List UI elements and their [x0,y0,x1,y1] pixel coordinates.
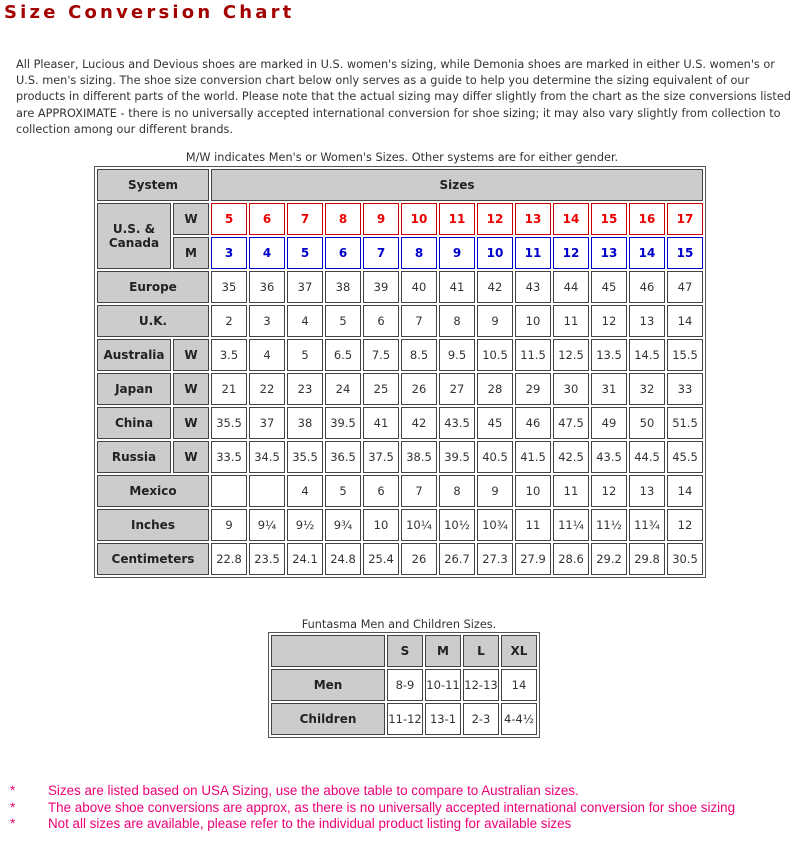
size-cell: 14 [667,305,703,337]
size-cell: 24.1 [287,543,323,575]
size-cell: 50 [629,407,665,439]
us-women-size: 16 [629,203,665,235]
funtasma-column-header: S [387,635,423,667]
us-women-size: 8 [325,203,361,235]
us-women-size: 14 [553,203,589,235]
size-cell: 9.5 [439,339,475,371]
size-cell: 29.2 [591,543,627,575]
size-cell: 51.5 [667,407,703,439]
size-cell: 35.5 [211,407,247,439]
size-cell: 29.8 [629,543,665,575]
size-cell: 47.5 [553,407,589,439]
size-cell: 11¾ [629,509,665,541]
us-men-size: 11 [515,237,551,269]
size-cell: 45 [477,407,513,439]
size-cell: 33 [667,373,703,405]
size-cell: 11 [515,509,551,541]
table-row-mexico [97,475,703,507]
us-women-size: 6 [249,203,285,235]
size-cell: 32 [629,373,665,405]
size-cell: 11.5 [515,339,551,371]
size-cell: 10 [363,509,399,541]
funtasma-caption: Funtasma Men and Children Sizes. [301,618,497,631]
size-cell: 9 [211,509,247,541]
funtasma-cell: 2-3 [463,703,499,735]
funtasma-row [271,703,537,735]
header-system: System [97,169,209,201]
size-cell: 45.5 [667,441,703,473]
size-cell: 46 [629,271,665,303]
funtasma-row-label: Men [271,669,385,701]
us-men-size: 7 [363,237,399,269]
size-cell: 30.5 [667,543,703,575]
table-row-inches [97,509,703,541]
size-cell: 42.5 [553,441,589,473]
size-cell: 44 [553,271,589,303]
header-sizes: Sizes [211,169,703,201]
size-cell: 22.8 [211,543,247,575]
note-bullet: * [10,816,16,831]
page-title: Size Conversion Chart [4,2,295,23]
size-cell: 47 [667,271,703,303]
size-cell: 12 [591,475,627,507]
size-cell: 10¼ [401,509,437,541]
size-cell: 4 [287,305,323,337]
size-cell: 10¾ [477,509,513,541]
row-gender: W [173,339,209,371]
us-women-size: 15 [591,203,627,235]
notes-list [10,783,803,833]
size-cell: 25.4 [363,543,399,575]
note-item [10,816,803,833]
funtasma-cell: 4-4½ [501,703,537,735]
size-cell [211,475,247,507]
size-cell: 45 [591,271,627,303]
size-cell: 41.5 [515,441,551,473]
us-men-size: 6 [325,237,361,269]
size-cell: 2 [211,305,247,337]
note-item [10,783,803,800]
size-cell: 28 [477,373,513,405]
size-cell: 8 [439,305,475,337]
size-cell: 41 [363,407,399,439]
size-cell: 14 [667,475,703,507]
table-row-uk [97,305,703,337]
size-cell: 25 [363,373,399,405]
table-row-russia [97,441,703,473]
table-row-china [97,407,703,439]
header-row [97,169,703,201]
size-cell: 34.5 [249,441,285,473]
us-men-size: 4 [249,237,285,269]
note-text: Sizes are listed based on USA Sizing, use the above table to compare to Australian sizes. [48,783,579,798]
size-cell: 10 [515,475,551,507]
size-cell: 13.5 [591,339,627,371]
size-cell: 41 [439,271,475,303]
size-cell: 30 [553,373,589,405]
us-men-size: 3 [211,237,247,269]
note-text: Not all sizes are available, please refer to the individual product listing for available sizes [48,816,572,831]
row-gender: W [173,373,209,405]
size-cell: 9 [477,475,513,507]
size-conversion-table [94,166,706,578]
size-cell: 15.5 [667,339,703,371]
size-cell: 9¼ [249,509,285,541]
us-men-size: 15 [667,237,703,269]
size-cell: 39.5 [439,441,475,473]
size-cell: 5 [325,475,361,507]
row-label: Inches [97,509,209,541]
size-cell: 13 [629,475,665,507]
size-cell: 35.5 [287,441,323,473]
size-cell: 9 [477,305,513,337]
note-text: The above shoe conversions are approx, as there is no universally accepted international conversion for shoe sizing [48,799,736,815]
table-row-japan [97,373,703,405]
size-cell: 42 [477,271,513,303]
funtasma-cell: 14 [501,669,537,701]
size-cell: 4 [287,475,323,507]
size-cell: 23.5 [249,543,285,575]
size-cell: 31 [591,373,627,405]
size-cell: 23 [287,373,323,405]
size-cell: 49 [591,407,627,439]
us-men-size: 12 [553,237,589,269]
size-cell: 40 [401,271,437,303]
funtasma-corner [271,635,385,667]
us-women-gender: W [173,203,209,235]
us-men-row [97,237,703,269]
size-cell: 11¼ [553,509,589,541]
size-cell: 10.5 [477,339,513,371]
size-cell: 12.5 [553,339,589,371]
size-cell: 42 [401,407,437,439]
size-cell: 44.5 [629,441,665,473]
size-cell: 6 [363,305,399,337]
size-cell: 37.5 [363,441,399,473]
size-cell: 5 [287,339,323,371]
funtasma-cell: 13-1 [425,703,461,735]
funtasma-cell: 12-13 [463,669,499,701]
row-gender: W [173,407,209,439]
size-cell: 9¾ [325,509,361,541]
row-label: Australia [97,339,171,371]
size-cell: 46 [515,407,551,439]
size-cell: 9½ [287,509,323,541]
size-cell: 26.7 [439,543,475,575]
us-women-size: 17 [667,203,703,235]
us-women-size: 10 [401,203,437,235]
size-cell: 11 [553,305,589,337]
intro-paragraph: All Pleaser, Lucious and Devious shoes are marked in U.S. women's sizing, while Demonia shoes are marked in either U.S. women's or U.S. men's sizing. The shoe size conversion chart below only serves as a guide to help you determine the sizing equivalent of our products in different parts of the world. Please note that the actual sizing may differ slightly from the chart as the size conversions listed are APPROXIMATE - there is no universally accepted international conversion for shoe sizing; it may also vary slightly from collection to collection among our different brands. [16,58,791,136]
row-label: Europe [97,271,209,303]
funtasma-column-header: M [425,635,461,667]
funtasma-table [268,632,540,738]
funtasma-row-label: Children [271,703,385,735]
note-bullet: * [10,799,16,815]
size-cell: 24 [325,373,361,405]
funtasma-column-header: L [463,635,499,667]
us-women-size: 9 [363,203,399,235]
size-cell: 8 [439,475,475,507]
us-women-size: 7 [287,203,323,235]
size-cell: 28.6 [553,543,589,575]
us-men-size: 9 [439,237,475,269]
size-cell: 8.5 [401,339,437,371]
size-cell: 26 [401,373,437,405]
table-row-europe [97,271,703,303]
size-cell: 12 [591,305,627,337]
size-cell: 39.5 [325,407,361,439]
size-cell: 29 [515,373,551,405]
size-cell: 21 [211,373,247,405]
size-cell: 3 [249,305,285,337]
note-item [10,800,803,817]
size-cell: 24.8 [325,543,361,575]
funtasma-header-row [271,635,537,667]
size-cell: 27 [439,373,475,405]
size-cell: 37 [249,407,285,439]
us-men-size: 5 [287,237,323,269]
size-cell: 39 [363,271,399,303]
row-label: Centimeters [97,543,209,575]
us-women-row [97,203,703,235]
size-cell: 37 [287,271,323,303]
funtasma-row [271,669,537,701]
size-cell: 38 [287,407,323,439]
size-cell: 5 [325,305,361,337]
size-cell: 11½ [591,509,627,541]
main-table-caption: M/W indicates Men's or Women's Sizes. Other systems are for either gender. [185,151,619,164]
size-cell: 4 [249,339,285,371]
size-cell: 40.5 [477,441,513,473]
size-cell: 33.5 [211,441,247,473]
size-cell: 43.5 [439,407,475,439]
us-canada-label: U.S. & Canada [97,203,171,269]
size-cell: 3.5 [211,339,247,371]
funtasma-cell: 10-11 [425,669,461,701]
row-label: Japan [97,373,171,405]
size-cell: 43 [515,271,551,303]
us-women-size: 13 [515,203,551,235]
size-cell: 6.5 [325,339,361,371]
table-row-centimeters [97,543,703,575]
row-label: Russia [97,441,171,473]
size-cell: 43.5 [591,441,627,473]
size-cell: 38.5 [401,441,437,473]
size-cell: 36.5 [325,441,361,473]
size-cell: 7 [401,305,437,337]
row-gender: W [173,441,209,473]
us-men-size: 13 [591,237,627,269]
funtasma-cell: 11-12 [387,703,423,735]
size-cell: 35 [211,271,247,303]
funtasma-cell: 8-9 [387,669,423,701]
size-cell: 14.5 [629,339,665,371]
row-label: U.K. [97,305,209,337]
row-label: China [97,407,171,439]
size-cell: 7.5 [363,339,399,371]
us-women-size: 11 [439,203,475,235]
size-cell: 10 [515,305,551,337]
size-cell: 11 [553,475,589,507]
us-men-gender: M [173,237,209,269]
size-cell: 22 [249,373,285,405]
us-men-size: 8 [401,237,437,269]
size-cell: 38 [325,271,361,303]
size-cell: 36 [249,271,285,303]
row-label: Mexico [97,475,209,507]
size-cell: 6 [363,475,399,507]
table-row-australia [97,339,703,371]
size-cell: 12 [667,509,703,541]
funtasma-column-header: XL [501,635,537,667]
us-men-size: 10 [477,237,513,269]
size-cell: 27.3 [477,543,513,575]
us-women-size: 5 [211,203,247,235]
size-cell: 13 [629,305,665,337]
note-bullet: * [10,783,16,798]
size-cell: 27.9 [515,543,551,575]
size-cell: 26 [401,543,437,575]
us-women-size: 12 [477,203,513,235]
size-cell: 7 [401,475,437,507]
size-cell [249,475,285,507]
size-cell: 10½ [439,509,475,541]
us-men-size: 14 [629,237,665,269]
